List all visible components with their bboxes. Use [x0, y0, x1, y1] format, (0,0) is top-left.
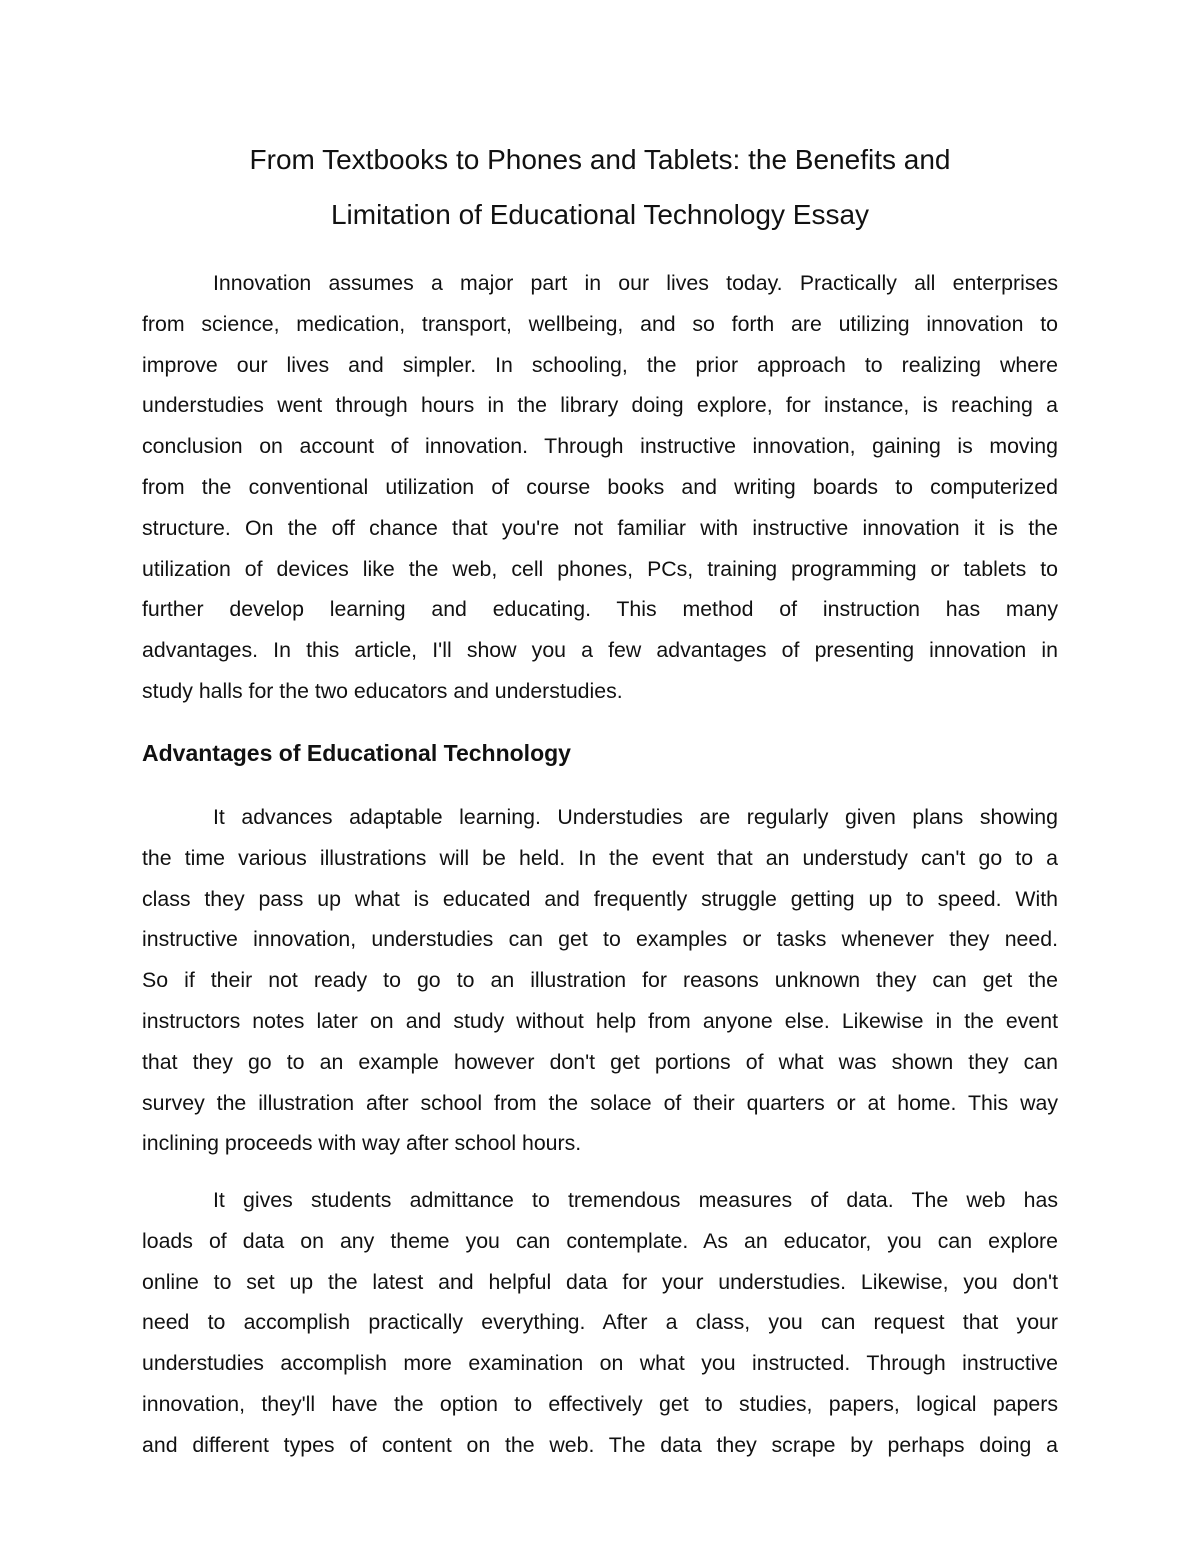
paragraph-line: class they pass up what is educated and frequently struggle getting up to speed. With: [142, 886, 1058, 911]
paragraph-flexible-learning: [142, 797, 1058, 1164]
paragraph-line: understudies accomplish more examination on what you instructed. Through instructive: [142, 1351, 1058, 1376]
paragraph-intro: [142, 263, 1058, 712]
paragraph-line: It gives students admittance to tremendous measures of data. The web has: [213, 1188, 1058, 1212]
paragraph-line: survey the illustration after school from the solace of their quarters or at home. This way: [142, 1090, 1058, 1115]
paragraph-line: online to set up the latest and helpful data for your understudies. Likewise, you don't: [142, 1269, 1058, 1294]
paragraph-line: the time various illustrations will be held. In the event that an understudy can't go to a: [142, 845, 1058, 870]
paragraph-line: and different types of content on the web. The data they scrape by perhaps doing a: [142, 1432, 1058, 1457]
section-heading: Advantages of Educational Technology: [142, 740, 571, 766]
paragraph-line: advantages. In this article, I'll show you a few advantages of presenting innovation in: [142, 638, 1058, 663]
paragraph-line: inclining proceeds with way after school hours.: [142, 1131, 582, 1156]
paragraph-access-to-data: [142, 1180, 1058, 1466]
paragraph-line: structure. On the off chance that you're not familiar with instructive innovation it is the: [142, 515, 1058, 540]
paragraph-line: utilization of devices like the web, cell phones, PCs, training programming or tablets to: [142, 556, 1058, 581]
paragraph-line: improve our lives and simpler. In schooling, the prior approach to realizing where: [142, 352, 1058, 377]
paragraph-line: instructive innovation, understudies can get to examples or tasks whenever they need.: [142, 927, 1058, 952]
paragraph-line: need to accomplish practically everything. After a class, you can request that your: [142, 1310, 1058, 1335]
paragraph-line: study halls for the two educators and understudies.: [142, 678, 623, 703]
paragraph-line: loads of data on any theme you can contemplate. As an educator, you can explore: [142, 1228, 1058, 1253]
document-title: [140, 132, 1060, 242]
paragraph-line: So if their not ready to go to an illustration for reasons unknown they can get the: [142, 968, 1058, 993]
paragraph-line: Innovation assumes a major part in our lives today. Practically all enterprises: [213, 271, 1058, 295]
paragraph-line: from the conventional utilization of course books and writing boards to computerized: [142, 474, 1058, 499]
title-line-1: From Textbooks to Phones and Tablets: the Benefits and: [249, 144, 951, 175]
paragraph-line: that they go to an example however don't get portions of what was shown they can: [142, 1049, 1058, 1074]
paragraph-line: understudies went through hours in the library doing explore, for instance, is reaching a: [142, 393, 1058, 418]
paragraph-line: further develop learning and educating. This method of instruction has many: [142, 597, 1058, 622]
paragraph-line: It advances adaptable learning. Understudies are regularly given plans showing: [213, 805, 1058, 829]
paragraph-line: innovation, they'll have the option to effectively get to studies, papers, logical papers: [142, 1391, 1058, 1416]
paragraph-line: from science, medication, transport, wellbeing, and so forth are utilizing innovation to: [142, 311, 1058, 336]
title-line-2: Limitation of Educational Technology Essay: [330, 199, 870, 230]
paragraph-line: conclusion on account of innovation. Through instructive innovation, gaining is moving: [142, 434, 1058, 459]
paragraph-line: instructors notes later on and study without help from anyone else. Likewise in the event: [142, 1008, 1058, 1033]
